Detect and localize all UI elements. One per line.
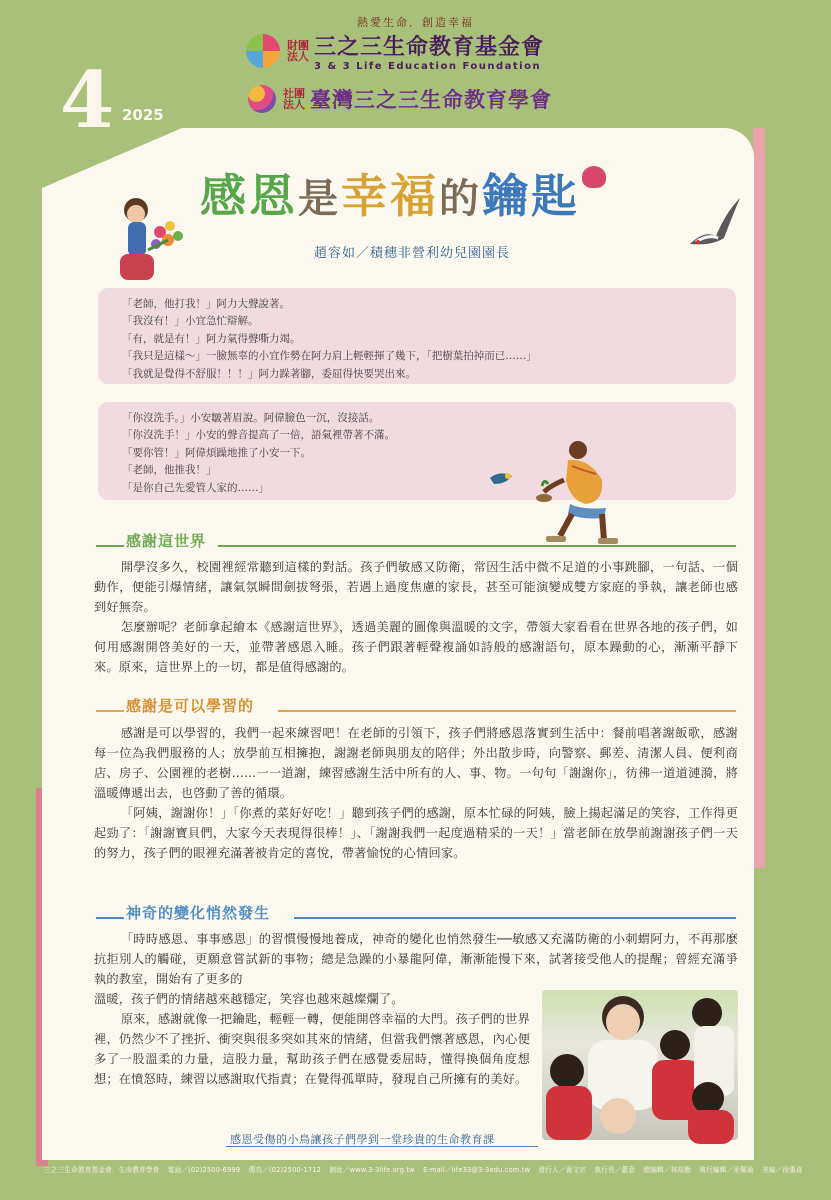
paragraph: 怎麼辦呢？老師拿起繪本《感謝這世界》，透過美麗的圖像與溫暖的文字，帶領大家看看在世界各地的孩子們，如何用感謝開啓美好的一天，並帶著感恩入睡。孩子們跟著輕聲複誦如詩般的感謝語句，原本躁動的心，漸漸平靜下來。原來，這世界上的一切，都是值得感謝的。 [94,620,738,674]
section-title: 感謝是可以學習的 [126,697,255,715]
section-title: 感謝這世界 [126,532,207,550]
title-part: 鑰匙 [482,169,580,223]
title-part: 是 [298,175,341,222]
section-heading-3 [96,902,736,924]
footer-credits [44,1164,803,1174]
flying-bird-illustration [686,192,742,254]
section-heading-1 [96,530,736,552]
association-name: 臺灣三之三生命教育學會 [310,88,552,112]
foundation-legal-tag: 財團法人 [287,39,309,63]
classroom-photo [542,990,738,1140]
section-3-intro [94,929,738,989]
article-author: 趙容如／積穗非營利幼兒園園長 [314,246,511,261]
association-legal-tag: 社團法人 [283,87,305,111]
dialog-line: 「老師，他推我！」 [122,464,217,477]
paragraph: 溫暖，孩子們的情緒越來越穩定，笑容也越來越燦爛了。 [94,992,404,1006]
footer-item: 總編輯／林裕勳 [643,1166,691,1174]
heart-lock-icon [582,166,606,188]
dialog-line: 「老師，他打我！」阿力大聲說著。 [122,298,290,310]
decorative-stripe-right [753,128,765,868]
dialog-line: 「我只是這樣～」一臉無辜的小宜作勢在阿力肩上輕輕揮了幾下，「把樹葉拍掉而已……」 [122,350,537,363]
section-3-body [94,989,530,1089]
article-title [200,160,606,226]
association-logo-icon [248,85,276,113]
foundation-name-en: 3 & 3 Life Education Foundation [314,61,542,72]
foundation-name: 三之三生命教育基金會 [314,35,545,60]
footer-item: E-mail／life33@3-3edu.com.tw [423,1166,531,1174]
title-part: 的 [439,175,482,222]
footer-item: 傳真／(02)2500-1712 [248,1166,322,1174]
dialog-line: 「你沒洗手！」小安的聲音提高了一倍，語氣裡帶著不滿。 [122,429,395,442]
association-logo [248,84,552,114]
footer-item: 美編／徐惠貞 [761,1166,803,1174]
footer-item: 網址／www.3-3life.org.tw [329,1166,415,1174]
section-heading-2 [96,695,736,717]
dialog-line: 「有，就是有！」阿力氣得聲嘶力竭。 [122,332,301,345]
paragraph: 感謝是可以學習的，我們一起來練習吧！在老師的引領下，孩子們將感恩落實到生活中：餐前唱著謝飯歌，感謝每一位為我們服務的人；放學前互相擁抱，謝謝老師與朋友的陪伴；外出散步時，向警察、郵差、清潔人員、便利商店、房子、公園裡的老樹……一一道謝，練習感謝生活中所有的人、事、物。一句句「謝謝你」，彷彿一道道漣漪，將溫暖傳遞出去，也啓動了善的循環。 [94,726,738,800]
issue-year: 2025 [122,106,164,124]
footer-item: 執行長／蕭意 [594,1166,636,1174]
section-2-body [94,723,738,863]
dialog-line: 「要你管！」阿偉煩躁地推了小安一下。 [122,446,311,459]
title-part: 感恩 [200,169,298,223]
footer-item: 三之三生命教育基金會．生命教育學會 [44,1166,160,1174]
tagline: 熱愛生命．創造幸福 [357,16,474,29]
footer-item: 電話／(02)2500-6999 [167,1166,241,1174]
section-1-body [94,557,738,677]
girl-with-flowers-illustration [98,190,194,286]
caption-underline [226,1146,538,1147]
footer-item: 發行人／黃文宗 [538,1166,587,1174]
dialog-line: 「我就是覺得不舒服！！！」阿力跺著腳，委屈得快要哭出來。 [122,367,416,380]
section-title: 神奇的變化悄然發生 [126,904,271,922]
dialog-line: 「是你自己先愛管人家的……」 [122,481,269,494]
title-part: 幸福 [341,169,439,223]
foundation-logo [246,30,544,72]
dialog-line: 「我沒有！」小宜急忙辯解。 [122,315,259,328]
photo-caption: 感恩受傷的小鳥讓孩子們學到一堂珍貴的生命教育課 [230,1133,495,1146]
footer-item: 執行編輯／巫佩瑜 [699,1166,754,1174]
issue-number: 4 [60,55,115,146]
foundation-logo-icon [246,34,280,68]
dialog-box-1 [98,288,736,384]
paragraph: 開學沒多久，校園裡經常聽到這樣的對話。孩子們敏感又防衛，常因生活中微不足道的小事跳腳，一句話、一個動作，便能引爆情緒，讓氣氛瞬間劍拔弩張，若遇上過度焦慮的家長，甚至可能演變成雙方家庭的爭執，讓老師也感到好無奈。 [94,560,738,614]
paragraph: 原來，感謝就像一把鑰匙，輕輕一轉，便能開啓幸福的大門。孩子們的世界裡，仍然少不了挫折、衝突與很多突如其來的情緒，但當我們懷著感恩，內心便多了一股溫柔的力量，這股力量，幫助孩子們在感覺委屈時，懂得換個角度想想；在憤怒時，練習以感謝取代指責；在覺得孤單時，發現自己所擁有的美好。 [94,1012,530,1086]
paragraph: 「時時感恩、事事感恩」的習慣慢慢地養成，神奇的變化也悄然發生──敏感又充滿防衛的小刺蝟阿力，不再那麼抗拒別人的觸碰，更願意嘗試新的事物；總是急躁的小暴龍阿偉，漸漸能慢下來，試著接受他人的提醒；曾經充滿爭執的教室，開始有了更多的 [94,932,738,986]
paragraph: 「阿姨，謝謝你！」「你煮的菜好好吃！」聽到孩子們的感謝，原本忙碌的阿姨，臉上揚起滿足的笑容，工作得更起勁了：「謝謝寶貝們，大家今天表現得很棒！」、「謝謝我們一起度過精采的一天！」當老師在放學前謝謝孩子們一天的努力，孩子們的眼裡充滿著被肯定的喜悅，帶著愉悅的心情回家。 [94,806,738,860]
dialog-line: 「你沒洗手。」小安皺著眉說。阿偉臉色一沉，沒接話。 [122,412,380,424]
